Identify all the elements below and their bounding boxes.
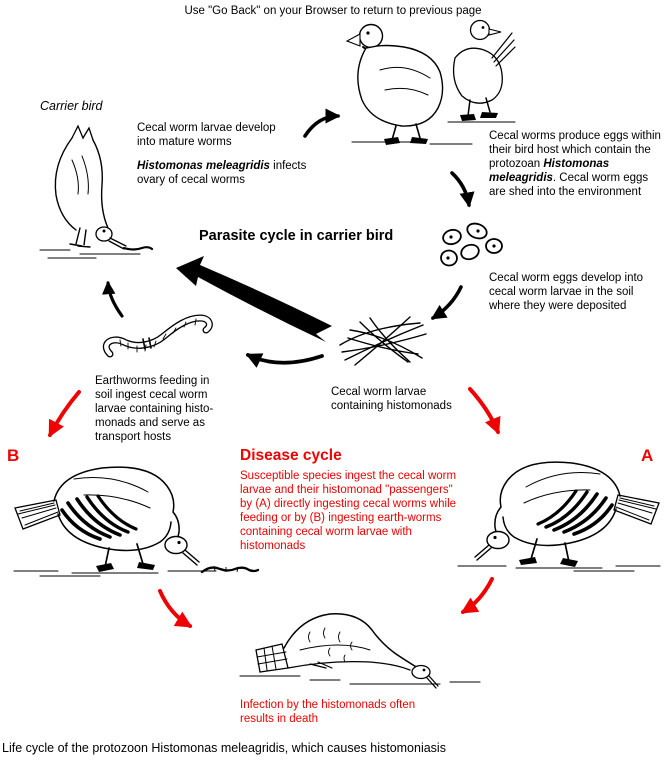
species-name: Histomonas meleagridis <box>137 160 270 172</box>
carrier-bird-label: Carrier bird <box>40 99 103 113</box>
dead-bird-illustration <box>240 614 480 688</box>
label-b: B <box>7 446 20 465</box>
arrow-red-to-bird-a <box>470 389 498 432</box>
earthworm-illustration <box>106 318 209 354</box>
arrow-larvae-to-carrier-bird-large <box>176 256 332 342</box>
eggs-develop-text: Cecal worm eggs develop into cecal worm larvae in the soil where they were deposited <box>489 272 644 312</box>
arrow-red-bird-a-to-dead <box>463 579 492 612</box>
carrier-birds-pair-illustration <box>347 21 515 146</box>
worms-develop-text: Cecal worm larvae develop into mature worms <box>137 122 276 148</box>
cecal-worm-eggs-illustration <box>440 221 502 267</box>
disease-cycle-body: Susceptible species ingest the cecal worm larvae and their histomonad "passengers" by (A) directly ingesting cecal worms while feeding or by (B) ingesting earth-worms containing cecal worm larvae with histomonads <box>240 470 457 552</box>
arrow-red-to-bird-b <box>50 392 79 435</box>
arrow-larvae-to-earthworm <box>248 355 322 363</box>
eggs-produced-text: Cecal worms produce eggs within their bird host which contain the protozoan Histomonas meleagridis. Cecal worm eggs are shed into the environment <box>489 130 661 198</box>
earthworm-transport-text: Earthworms feeding in soil ingest cecal worm larvae containing histo-monads and serve as transport hosts <box>95 375 214 443</box>
species-name: Histomonas meleagridis <box>489 158 610 184</box>
disease-cycle-title: Disease cycle <box>240 447 342 464</box>
infects-ovary-text: Histomonas meleagridis infects ovary of cecal worms <box>137 160 307 186</box>
arrow-birds-to-eggs <box>452 173 469 205</box>
bird-a-illustration <box>458 462 660 571</box>
arrow-eggs-to-larvae <box>433 287 461 318</box>
browser-back-note: Use "Go Back" on your Browser to return to previous page <box>184 5 482 17</box>
carrier-bird-illustration <box>40 126 152 258</box>
death-note: Infection by the histomonads often results in death <box>240 699 416 725</box>
parasite-cycle-title: Parasite cycle in carrier bird <box>199 228 394 244</box>
bird-b-illustration <box>14 467 258 576</box>
label-a: A <box>641 446 654 465</box>
arrow-carrier-to-birds <box>305 116 338 136</box>
arrow-red-bird-b-to-dead <box>160 591 190 626</box>
figure-caption: Life cycle of the protozoon Histomonas meleagridis, which causes histomoniasis <box>2 741 446 755</box>
arrow-worm-to-carrier-bird <box>108 283 122 316</box>
cecal-worm-larvae-illustration <box>340 317 426 365</box>
larvae-label-text: Cecal worm larvae containing histomonads <box>331 386 452 412</box>
